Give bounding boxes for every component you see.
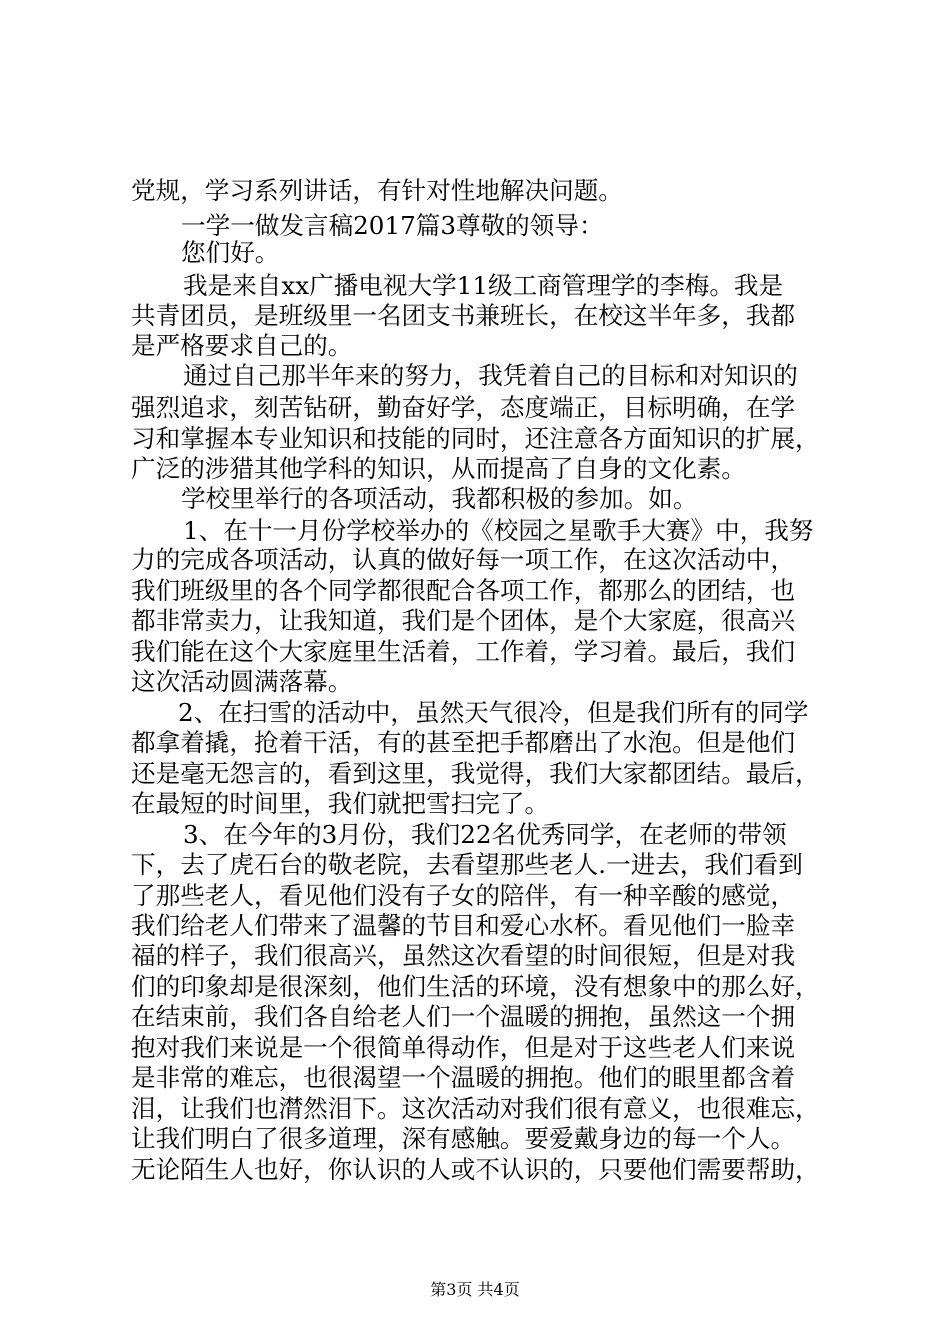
- body-line: 都拿着撬，抢着干活，有的甚至把手都磨出了水泡。但是他们: [131, 728, 796, 757]
- body-line: 我们给老人们带来了温馨的节目和爱心水杯。看见他们一脸幸: [131, 911, 796, 940]
- body-line: 还是毫无怨言的，看到这里，我觉得，我们大家都团结。最后，: [131, 759, 820, 788]
- body-line: 习和掌握本专业知识和技能的同时，还注意各方面知识的扩展，: [131, 424, 820, 453]
- body-line: 我们能在这个大家庭里生活着，工作着，学习着。最后，我们: [131, 637, 796, 666]
- body-line: 3、在今年的3月份，我们22名优秀同学，在老师的带领: [183, 820, 787, 849]
- body-line: 是非常的难忘，也很渴望一个温暖的拥抱。他们的眼里都含着: [131, 1063, 796, 1092]
- body-line: 您们好。: [181, 238, 280, 267]
- body-line: 1、在十一月份学校举办的《校园之星歌手大赛》中，我努: [183, 516, 814, 545]
- body-line: 无论陌生人也好，你认识的人或不认识的，只要他们需要帮助，: [131, 1155, 820, 1184]
- body-line: 了那些老人，看见他们没有子女的陪伴，有一种辛酸的感觉，: [131, 881, 796, 910]
- body-line: 一学一做发言稿2017篇3尊敬的领导：: [181, 211, 604, 240]
- body-line: 泪，让我们也潸然泪下。这次活动对我们很有意义，也很难忘，: [131, 1094, 820, 1123]
- body-line: 们的印象却是很深刻，他们生活的环境，没有想象中的那么好，: [131, 972, 820, 1001]
- body-line: 福的样子，我们很高兴，虽然这次看望的时间很短，但是对我: [131, 941, 796, 970]
- body-line: 学校里举行的各项活动，我都积极的参加。如。: [181, 484, 698, 513]
- body-line: 抱对我们来说是一个很简单得动作，但是对于这些老人们来说: [131, 1033, 796, 1062]
- body-line: 这次活动圆满落幕。: [131, 667, 353, 696]
- body-line: 是严格要求自己的。: [131, 331, 353, 360]
- page-number-footer: 第3页 共4页: [430, 1280, 520, 1299]
- body-line: 广泛的涉猎其他学科的知识，从而提高了自身的文化素。: [131, 454, 746, 483]
- body-line: 我们班级里的各个同学都很配合各项工作，都那么的团结，也: [131, 576, 796, 605]
- body-line: 都非常卖力，让我知道，我们是个团体，是个大家庭，很高兴: [131, 606, 796, 635]
- body-line: 通过自己那半年来的努力，我凭着自己的目标和对知识的: [183, 361, 798, 390]
- body-line: 下，去了虎石台的敬老院，去看望那些老人.一进去，我们看到: [131, 850, 803, 879]
- body-line: 在最短的时间里，我们就把雪扫完了。: [131, 789, 550, 818]
- body-line: 2、在扫雪的活动中，虽然天气很冷，但是我们所有的同学: [178, 698, 809, 727]
- body-line: 我是来自xx广播电视大学11级工商管理学的李梅。我是: [183, 271, 784, 300]
- body-line: 强烈追求，刻苦钻研，勤奋好学，态度端正，目标明确，在学: [131, 393, 796, 422]
- body-line: 在结束前，我们各自给老人们一个温暖的拥抱，虽然这一个拥: [131, 1002, 796, 1031]
- body-line: 力的完成各项活动，认真的做好每一项工作，在这次活动中，: [131, 545, 796, 574]
- body-line: 共青团员，是班级里一名团支书兼班长，在校这半年多，我都: [131, 301, 796, 330]
- body-line: 党规，学习系列讲话，有针对性地解决问题。: [131, 176, 623, 205]
- body-line: 让我们明白了很多道理，深有感触。要爱戴身边的每一个人。: [131, 1124, 796, 1153]
